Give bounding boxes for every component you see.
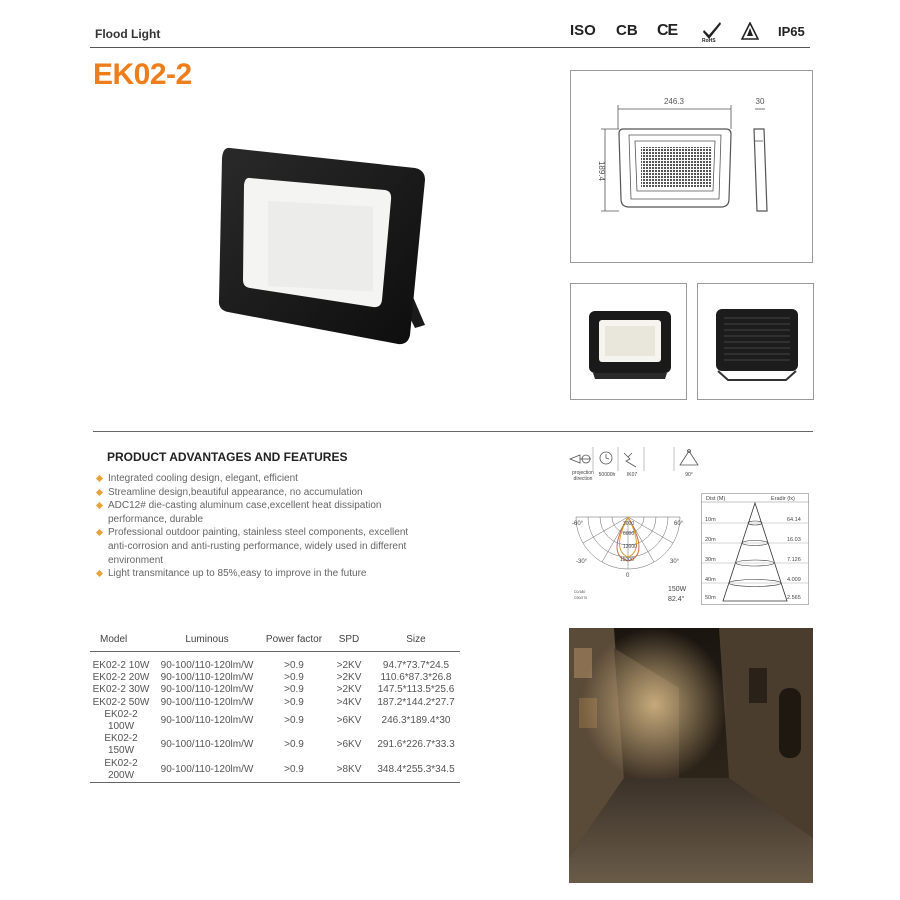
polar-power-label: 150W bbox=[668, 586, 687, 593]
cell-model: EK02-2 10W bbox=[92, 660, 150, 671]
polar-legend-item: C90/270 bbox=[574, 596, 588, 600]
polar-angle-label: -30° bbox=[576, 559, 588, 565]
table-row bbox=[90, 709, 460, 733]
cell-luminous: 90-100/110-120lm/W bbox=[160, 660, 254, 671]
table-row bbox=[90, 672, 460, 684]
polar-ring-label: 6000 bbox=[623, 531, 635, 537]
cell-size: 291.6*226.7*33.3 bbox=[377, 739, 455, 751]
polar-ring-label: 3000 bbox=[623, 521, 635, 527]
lifetime-label: 50000h bbox=[598, 472, 616, 478]
warning-cert-icon bbox=[741, 22, 759, 45]
cell-model: EK02-2 200W bbox=[104, 757, 138, 781]
header-divider bbox=[90, 47, 810, 48]
polar-ring-label: 15000 bbox=[620, 557, 634, 563]
cell-power-factor: >0.9 bbox=[284, 739, 304, 751]
feature-item: Professional outdoor painting, stainless steel components, excellent anti-corrosion and anti-rusting performance, widely used in different environment bbox=[96, 526, 426, 567]
column-header-model: Model bbox=[90, 630, 152, 652]
dimension-drawing-frame bbox=[570, 70, 813, 263]
cone-dist: 50m bbox=[705, 595, 716, 601]
cone-dist: 10m bbox=[705, 517, 716, 523]
cell-size: 187.2*144.2*27.7 bbox=[377, 696, 455, 708]
cone-dist: 20m bbox=[705, 537, 716, 543]
cell-power-factor: >0.9 bbox=[284, 696, 304, 708]
width-dimension: 246.3 bbox=[663, 97, 685, 106]
model-title: EK02-2 bbox=[93, 58, 192, 91]
table-row bbox=[90, 684, 460, 696]
section-divider bbox=[93, 431, 813, 432]
cell-spd: >2KV bbox=[336, 672, 362, 684]
back-view-photo bbox=[698, 284, 815, 401]
spec-icon-row bbox=[566, 447, 706, 483]
cone-lux: 7.126 bbox=[787, 557, 801, 563]
polar-legend-item: C0/180 bbox=[574, 590, 586, 594]
cell-power-factor: >0.9 bbox=[284, 660, 304, 671]
cell-spd: >8KV bbox=[336, 763, 362, 775]
beam-angle-label: 90° bbox=[685, 472, 693, 478]
feature-item: Light transmitance up to 85%,easy to improve in the future bbox=[96, 567, 426, 581]
product-photo bbox=[210, 140, 435, 350]
ip65-cert: IP65 bbox=[778, 24, 805, 39]
cb-cert: CB bbox=[616, 22, 638, 39]
cell-size: 110.6*87.3*26.8 bbox=[380, 672, 452, 684]
spec-table bbox=[90, 630, 460, 787]
cell-luminous: 90-100/110-120lm/W bbox=[160, 763, 254, 775]
cone-header-dist: Dist (M) bbox=[706, 496, 726, 502]
cell-size: 147.5*113.5*25.6 bbox=[377, 684, 455, 696]
cell-size: 348.4*255.3*34.5 bbox=[377, 763, 455, 775]
polar-angle-label: 0 bbox=[626, 573, 630, 579]
illuminance-cone-chart bbox=[701, 493, 809, 605]
cell-luminous: 90-100/110-120lm/W bbox=[160, 714, 254, 726]
cell-size: 246.3*189.4*30 bbox=[381, 714, 451, 726]
cell-power-factor: >0.9 bbox=[284, 714, 304, 726]
table-row bbox=[90, 652, 460, 673]
cell-luminous: 90-100/110-120lm/W bbox=[160, 672, 254, 684]
cell-luminous: 90-100/110-120lm/W bbox=[160, 739, 254, 751]
cone-lux: 64.14 bbox=[787, 517, 801, 523]
polar-angle-label: 60° bbox=[674, 521, 684, 527]
cone-header-lux: Eradir (lx) bbox=[771, 496, 795, 502]
table-row bbox=[90, 758, 460, 783]
cone-dist: 30m bbox=[705, 557, 716, 563]
cell-power-factor: >0.9 bbox=[284, 684, 304, 696]
back-view-frame bbox=[697, 283, 814, 400]
beam-angle-icon bbox=[680, 450, 698, 466]
cell-size: 94.7*73.7*24.5 bbox=[382, 660, 450, 671]
led-array bbox=[268, 201, 373, 292]
dimension-drawing bbox=[571, 71, 814, 264]
ik-label: IK07 bbox=[626, 472, 638, 478]
cell-luminous: 90-100/110-120lm/W bbox=[160, 684, 254, 696]
features-list bbox=[96, 472, 426, 581]
cone-lux: 16.03 bbox=[787, 537, 801, 543]
column-header-size: Size bbox=[372, 630, 460, 652]
cell-power-factor: >0.9 bbox=[284, 672, 304, 684]
front-view-photo bbox=[571, 284, 688, 401]
height-dimension: 189.4 bbox=[597, 160, 606, 182]
features-heading: PRODUCT ADVANTAGES AND FEATURES bbox=[107, 450, 348, 464]
cell-luminous: 90-100/110-120lm/W bbox=[160, 696, 254, 708]
feature-item: Integrated cooling design, elegant, efficient bbox=[96, 472, 426, 486]
cone-lux: 2.565 bbox=[787, 595, 801, 601]
category-title: Flood Light bbox=[95, 27, 161, 41]
cell-model: EK02-2 30W bbox=[92, 684, 150, 696]
polar-distribution-chart bbox=[566, 495, 691, 610]
table-footer-rule bbox=[90, 783, 460, 787]
ce-cert: CE bbox=[657, 22, 678, 39]
cone-dist: 40m bbox=[705, 577, 716, 583]
polar-ring-label: 12000 bbox=[623, 544, 637, 550]
column-header-spd: SPD bbox=[326, 630, 372, 652]
polar-beam-label: 82.4° bbox=[668, 596, 685, 603]
cell-spd: >6KV bbox=[336, 714, 362, 726]
application-street-photo bbox=[569, 628, 813, 883]
ik-rating-icon bbox=[624, 453, 636, 467]
rohs-cert: RoHS bbox=[700, 20, 724, 46]
lifetime-clock-icon bbox=[600, 452, 612, 464]
projection-direction-icon bbox=[570, 455, 591, 463]
projection-direction-label: projection direction bbox=[572, 470, 594, 482]
polar-angle-label: -60° bbox=[572, 521, 584, 527]
table-header-row bbox=[90, 630, 460, 652]
cone-lux: 4.009 bbox=[787, 577, 801, 583]
feature-item: Streamline design,beautiful appearance, no accumulation bbox=[96, 486, 426, 500]
table-row bbox=[90, 697, 460, 709]
cell-model: EK02-2 50W bbox=[92, 696, 150, 708]
front-view-frame bbox=[570, 283, 687, 400]
iso-cert: ISO bbox=[570, 22, 596, 39]
cell-model: EK02-2 100W bbox=[104, 708, 138, 733]
cell-model: EK02-2 20W bbox=[92, 672, 150, 684]
column-header-power-factor: Power factor bbox=[262, 630, 326, 652]
cell-model: EK02-2 150W bbox=[104, 733, 138, 757]
cell-power-factor: >0.9 bbox=[284, 763, 304, 775]
column-header-luminous: Luminous bbox=[152, 630, 262, 652]
cell-spd: >2KV bbox=[336, 684, 362, 696]
depth-dimension: 30 bbox=[755, 97, 765, 106]
cell-spd: >4KV bbox=[336, 696, 362, 708]
feature-item: ADC12# die-casting aluminum case,excellent heat dissipation performance, durable bbox=[96, 499, 426, 526]
polar-angle-label: 30° bbox=[670, 559, 680, 565]
table-row bbox=[90, 733, 460, 757]
cell-spd: >2KV bbox=[336, 660, 362, 671]
cell-spd: >6KV bbox=[336, 739, 362, 751]
